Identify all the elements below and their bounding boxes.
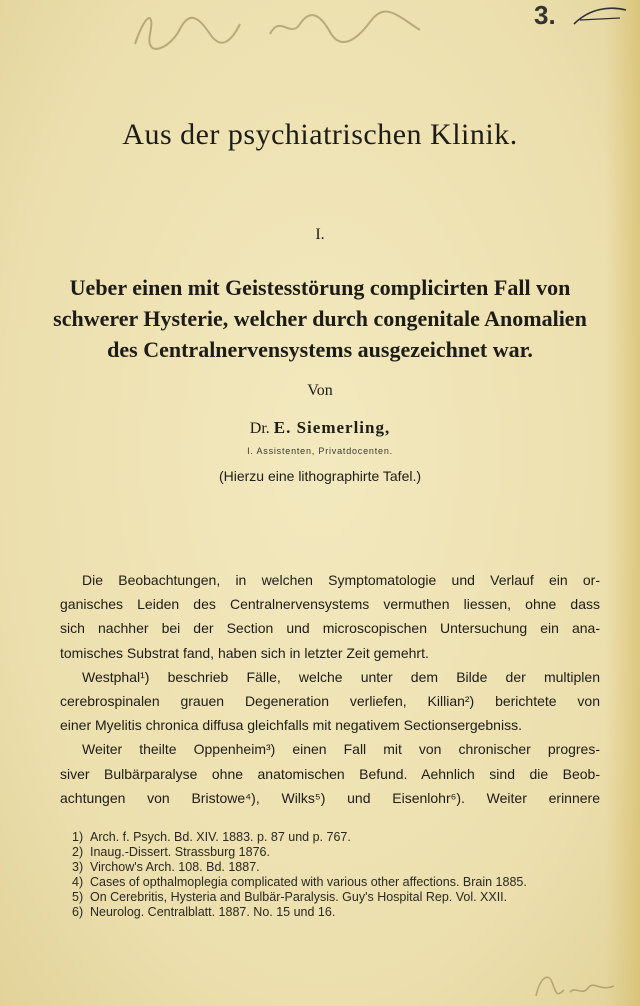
- body-line: Die Beobachtungen, in welchen Symptomatologie und Verlauf ein or-: [82, 572, 600, 588]
- article-title: [20, 272, 620, 365]
- footnote-text: Neurolog. Centralblatt. 1887. No. 15 und 16.: [90, 905, 336, 919]
- footnote-number: 1): [72, 830, 84, 844]
- body-paragraphs: [60, 568, 600, 810]
- footnote-text: Virchow's Arch. 108. Bd. 1887.: [90, 860, 260, 874]
- footnote-number: 5): [72, 890, 84, 904]
- article-title-line: des Centralnervensystems ausgezeichnet war.: [107, 337, 533, 362]
- footnote: [72, 845, 582, 860]
- body-line: einer Myelitis chronica diffusa gleichfalls mit negativem Sectionsergebniss.: [60, 717, 522, 734]
- article-title-line: schwerer Hysterie, welcher durch congenitale Anomalien: [53, 306, 587, 331]
- footnote-number: 2): [72, 845, 84, 859]
- body-line: tomisches Substrat fand, haben sich in letzter Zeit gemehrt.: [60, 644, 429, 661]
- article-title-line: Ueber einen mit Geistesstörung complicirten Fall von: [69, 275, 571, 300]
- footnote: [72, 905, 582, 920]
- plate-note: (Hierzu eine lithographirte Tafel.): [218, 468, 422, 484]
- footnote-text: Cases of opthalmoplegia complicated with various other affections. Brain 1885.: [90, 875, 527, 889]
- by-line-von: Von: [307, 382, 333, 399]
- body-line: siver Bulbärparalyse ohne anatomischen Befund. Aehnlich sind die Beob-: [60, 765, 600, 782]
- body-line: sich nachher bei der Section und microscopischen Untersuchung ein ana-: [60, 620, 600, 637]
- footnote-text: Inaug.-Dissert. Strassburg 1876.: [90, 845, 270, 859]
- author-name: E. Siemerling,: [273, 418, 391, 437]
- author-prefix: Dr.: [249, 420, 270, 437]
- body-line: cerebrospinalen grauen Degeneration verliefen, Killian²) berichtete von: [60, 693, 600, 710]
- footnote-text: Arch. f. Psych. Bd. XIV. 1883. p. 87 und p. 767.: [90, 830, 351, 844]
- footnote-number: 4): [72, 875, 84, 889]
- handwritten-annotation: [130, 4, 430, 54]
- footnote-text: On Cerebritis, Hysteria and Bulbär-Paralysis. Guy's Hospital Rep. Vol. XXII.: [90, 890, 508, 904]
- body-line: Westphal¹) beschrieb Fälle, welche unter dem Bilde der multiplen: [82, 668, 600, 685]
- bottom-pencil-mark: [530, 968, 620, 1002]
- body-line: achtungen von Bristowe⁴), Wilks⁵) und Eisenlohr⁶). Weiter erinnere: [60, 789, 600, 806]
- author-affiliation: I. Assistenten, Privatdocenten.: [247, 446, 393, 456]
- body-line: ganisches Leiden des Centralnervensystems vermuthen liessen, ohne dass: [60, 596, 600, 613]
- footnote-number: 6): [72, 905, 84, 919]
- clinic-title: Aus der psychiatrischen Klinik.: [122, 118, 518, 151]
- body-line: Weiter theilte Oppenheim³) einen Fall mit von chronischer progres-: [82, 741, 600, 758]
- page-number: 3.: [534, 0, 556, 30]
- footnote: [72, 860, 582, 875]
- author-line: [0, 418, 640, 438]
- corner-pen-mark: [570, 4, 630, 28]
- footnote: [72, 830, 582, 845]
- footnotes: [72, 830, 582, 920]
- footnote: [72, 890, 582, 905]
- footnote: [72, 875, 582, 890]
- handwriting-scribble: [130, 4, 430, 54]
- section-numeral: I.: [315, 226, 325, 243]
- footnote-number: 3): [72, 860, 84, 874]
